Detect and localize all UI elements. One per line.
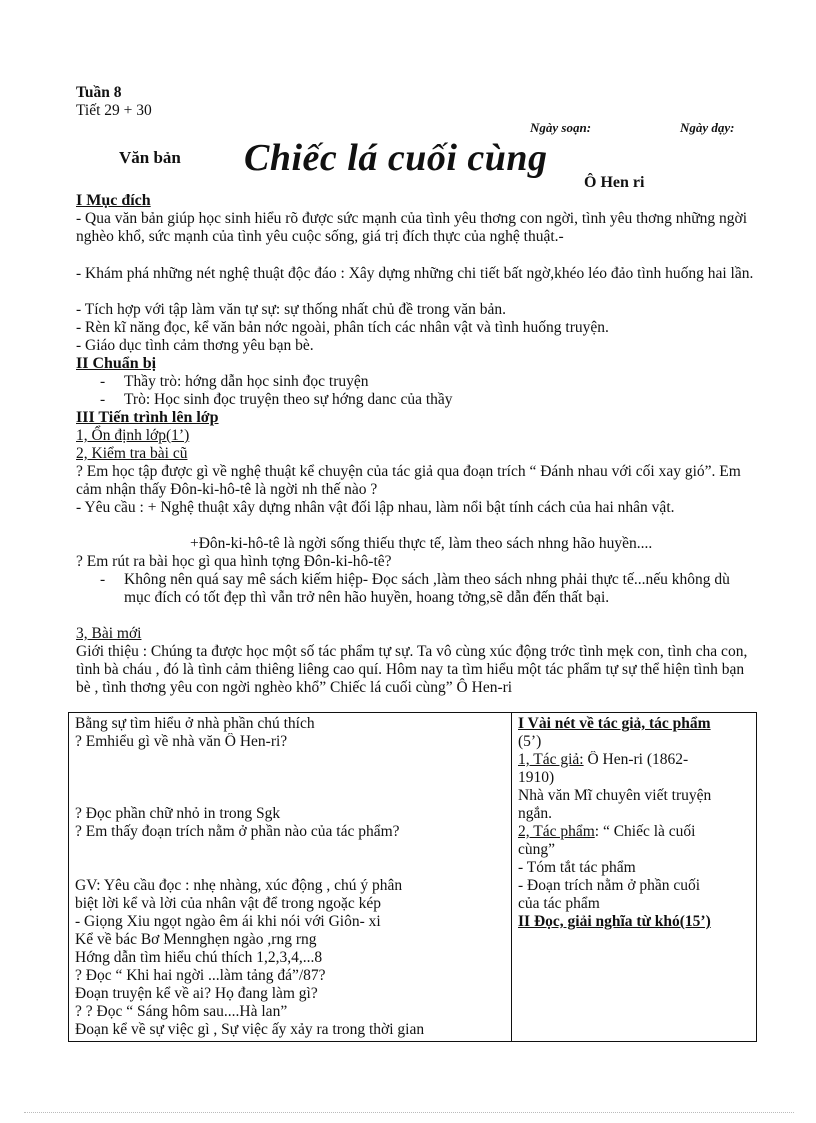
bullet-dash: -: [100, 373, 106, 390]
prep-heading: II Chuẩn bị: [76, 355, 157, 372]
week-label: Tuần 8: [76, 84, 122, 101]
lesson-table: [68, 712, 757, 1042]
activity-line: Kể về bác Bơ Mennghẹn ngào ,rng rng: [75, 931, 317, 948]
work-title: : “ Chiếc là cuối: [594, 823, 696, 840]
purpose-item: - Tích hợp với tập làm văn tự sự: sự thống nhất chủ đề trong văn bản.: [76, 301, 507, 318]
purpose-item: - Qua văn bản giúp học sinh hiểu rõ được sức mạnh của tình yêu thơng con ngời, tình yêu thơng những ngời nghèo khổ, sức mạnh của tình yêu cuộc sống, giá trị đích thực của nghệ thuật.-: [76, 210, 748, 245]
work-label: 2, Tác phẩm: [518, 823, 595, 840]
author-years: Ô Hen-ri (1862-: [583, 751, 689, 768]
bullet-dash: -: [100, 391, 106, 408]
period-label: Tiết 29 + 30: [76, 102, 152, 119]
date-taught-label: Ngày dạy:: [680, 120, 735, 135]
review-requirement: - Yêu cầu : + Nghệ thuật xây dựng nhân vật đối lập nhau, làm nổi bật tính cách của hai nhân vật.: [76, 499, 675, 516]
step-stabilize: 1, Ổn định lớp(1’): [76, 427, 190, 444]
review-question-2: ? Em rút ra bài học gì qua hình tợng Đôn-ki-hô-tê?: [76, 553, 392, 570]
content-column: [512, 713, 757, 1042]
purpose-item: - Rèn kĩ năng đọc, kể văn bản nớc ngoài, phân tích các nhân vật và tình huống truyện.: [76, 319, 609, 336]
lesson-introduction: Giới thiệu : Chúng ta được học một số tác phẩm tự sự. Ta vô cùng xúc động trớc tình mẹk con, tình cha con, tình bà cháu , đó là tình cảm thiêng liêng cao quí. Hôm nay ta tìm hiểu một tác phẩm tự sự thể hiện tình bạn bè , tình thơng yêu con ngời nghèo khổ” Chiếc lá cuối cùng” Ô Hen-ri: [76, 643, 748, 696]
step-new-lesson: 3, Bài mới: [76, 625, 142, 642]
heading-duration: (5’): [518, 733, 542, 750]
activity-line: Đoạn kể về sự việc gì , Sự việc ấy xảy ra trong thời gian: [75, 1021, 425, 1038]
activity-line: ? Em thấy đoạn trích nằm ở phần nào của tác phẩm?: [75, 823, 400, 840]
prep-item: Thầy trò: hớng dẫn học sinh đọc truyện: [124, 373, 369, 390]
purpose-item: - Giáo dục tình cảm thơng yêu bạn bè.: [76, 337, 314, 354]
activity-line: Bằng sự tìm hiểu ở nhà phần chú thích: [75, 715, 315, 732]
review-question: ? Em học tập được gì về nghệ thuật kể chuyện của tác giả qua đoạn trích “ Đánh nhau với cối xay gió”. Em cảm nhận thấy Đôn-ki-hô-tê là ngời nh thế nào ?: [76, 463, 741, 498]
prep-item: Trò: Học sinh đọc truyện theo sự hớng danc của thầy: [124, 391, 453, 408]
activity-line: Hớng dẫn tìm hiểu chú thích 1,2,3,4,...8: [75, 949, 323, 966]
date-prepared-label: Ngày soạn:: [530, 120, 592, 135]
activity-line: ? ? Đọc “ Sáng hôm sau....Hà lan”: [75, 1003, 288, 1020]
process-heading: III Tiến trình lên lớp: [76, 409, 219, 426]
author-name: Ô Hen ri: [584, 174, 645, 191]
document-title: Chiếc lá cuối cùng: [244, 137, 548, 179]
author-description: ngắn.: [518, 805, 553, 822]
purpose-heading: I Mục đích: [76, 192, 151, 209]
activity-line: biệt lời kể và lời của nhân vật để trong ngoặc kép: [75, 895, 382, 912]
purpose-item: - Khám phá những nét nghệ thuật độc đáo : Xây dựng những chi tiết bất ngờ,khéo léo đảo tình huống hai lần.: [76, 265, 754, 282]
author-description: Nhà văn Mĩ chuyên viết truyện: [518, 787, 712, 804]
activity-line: ? Emhiểu gì về nhà văn Ô Hen-ri?: [75, 733, 288, 750]
activity-line: ? Đọc “ Khi hai ngời ...làm tảng đá”/87?: [75, 967, 326, 984]
author-work-heading: I Vài nét về tác giả, tác phẩm: [518, 715, 711, 732]
genre-label: Văn bản: [119, 148, 181, 167]
author-label: 1, Tác giả:: [518, 751, 584, 768]
step-review: 2, Kiểm tra bài cũ: [76, 445, 188, 462]
activity-line: ? Đọc phần chữ nhỏ in trong Sgk: [75, 805, 281, 822]
bullet-dash: -: [100, 571, 106, 588]
work-item: của tác phẩm: [518, 895, 600, 912]
review-answer: Không nên quá say mê sách kiếm hiệp- Đọc sách ,làm theo sách nhng phải thực tế...nếu không dù mục đích có tốt đẹp thì vẫn trở nên hão huyền, hoang tởng,sẽ dẫn đến thất bại.: [124, 571, 730, 606]
author-years-end: 1910): [518, 769, 555, 786]
teacher-activity-column: [69, 713, 512, 1042]
activity-line: Đoạn truyện kể về ai? Họ đang làm gì?: [75, 985, 318, 1002]
review-requirement-2: +Đôn-ki-hô-tê là ngời sống thiếu thực tế, làm theo sách nhng hão huyền....: [190, 535, 653, 552]
work-item: - Tóm tắt tác phẩm: [518, 859, 636, 876]
work-title-end: cùng”: [518, 841, 556, 858]
activity-line: - Giọng Xiu ngọt ngào êm ái khi nói với Giôn- xi: [75, 913, 381, 930]
activity-line: GV: Yêu cầu đọc : nhẹ nhàng, xúc động , chú ý phân: [75, 877, 403, 894]
reading-heading: II Đọc, giải nghĩa từ khó(15’): [518, 913, 711, 930]
work-item: - Đoạn trích nằm ở phần cuối: [518, 877, 701, 894]
page-footer-divider: [24, 1112, 794, 1113]
